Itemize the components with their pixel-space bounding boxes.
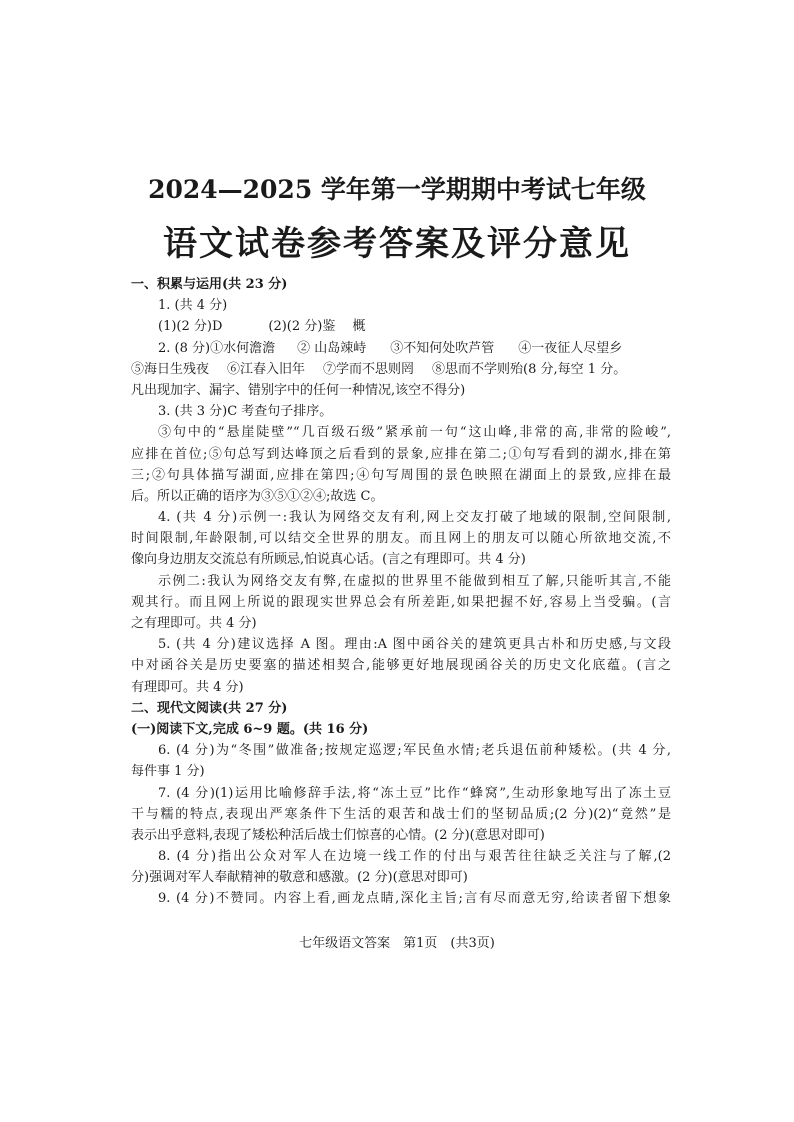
q5-line: 中对函谷关是历史要塞的描述相契合,能够更好地展现函谷关的历史文化底蕴。(言之 <box>131 658 671 674</box>
q3-para-line: ③句中的“悬崖陡壁”“几百级石级”紧承前一句“这山峰,非常的高,非常的险峻”, <box>158 425 671 441</box>
q6-line: 每件事 1 分) <box>131 764 205 780</box>
q4-example-1-line: 4. (共 4 分)示例一:我认为网络交友有利,网上交友打破了地域的限制,空间限制, <box>158 510 671 526</box>
q8-line: 分)强调对军人奉献精神的敬意和感激。(2 分)(意思对即可) <box>131 870 468 886</box>
q2-blank-4: ④一夜征人尽望乡 <box>518 340 623 356</box>
document-title: 语文试卷参考答案及评分意见 <box>163 224 631 264</box>
q7-line: 表示出乎意料,表现了矮松种活后战士们惊喜的心情。(2 分)(意思对即可) <box>131 827 545 843</box>
q8-line: 8. (4 分)指出公众对军人在边境一线工作的付出与艰苦往往缺乏关注与了解,(2 <box>158 849 671 865</box>
q4-example-2-line: 观其行。而且网上所说的跟现实世界总会有所差距,如果把握不好,容易上当受骗。(言 <box>131 594 671 610</box>
section-2-heading: 二、现代文阅读(共 27 分) <box>131 700 288 716</box>
q4-example-2-line: 之有理即可。共 4 分) <box>131 616 257 631</box>
q5-line: 有理即可。共 4 分) <box>131 679 244 695</box>
q2-blank-5: ⑤海日生残夜 <box>131 361 210 377</box>
q1-answer-a: (1)(2 分)D <box>158 319 223 335</box>
q1-answers <box>131 316 671 337</box>
q2-line-3: 凡出现加字、漏字、错别字中的任何一种情况,该空不得分) <box>131 382 466 398</box>
q2-blank-2: ② 山岛竦峙 <box>297 340 367 356</box>
q5-line: 5. (共 4 分)建议选择 A 图。理由:A 图中函谷关的建筑更具古朴和历史感,与文段 <box>158 637 671 653</box>
exam-title: 2024—2025 学年第一学期期中考试七年级 <box>148 175 646 204</box>
q2-blank-8: ⑧思而不学则殆(8 分,每空 1 分。 <box>432 361 627 377</box>
section-1-heading: 一、积累与运用(共 23 分) <box>131 277 288 292</box>
q1-answer-b: (2)(2 分)鉴 概 <box>268 319 366 335</box>
q7-line: 7. (4 分)(1)运用比喻修辞手法,将“冻土豆”比作“蜂窝”,生动形象地写出了冻土豆 <box>158 785 671 801</box>
q6-line: 6. (4 分)为“冬围”做准备;按规定巡逻;军民鱼水情;老兵退伍前种矮松。(共 4 分, <box>158 743 671 759</box>
q3-head: 3. (共 3 分)C 考查句子排序。 <box>158 404 333 420</box>
q7-line: 干与糯的特点,表现出严寒条件下生活的艰苦和战士们的坚韧品质;(2 分)(2)“竟然”是 <box>131 806 671 822</box>
page-footer: 七年级语文答案 第1页 (共3页) <box>299 936 495 951</box>
q2-blank-3: ③不知何处吹芦管 <box>390 340 495 356</box>
q9-line: 9. (4 分)不赞同。内容上看,画龙点睛,深化主旨;言有尽而意无穷,给读者留下想象 <box>158 891 671 907</box>
q3-para-line: 后。所以正确的语序为③⑤①②④;故选 C。 <box>131 488 384 504</box>
q2-blank-7: ⑦学而不思则罔 <box>323 361 415 377</box>
answer-content <box>131 274 671 910</box>
q4-example-1-line: 像向身边朋友交流总有所顾忌,怕说真心话。(言之有理即可。共 4 分) <box>131 552 526 568</box>
q2-lead: 2. (8 分)①水何澹澹 <box>158 340 276 356</box>
section-2-subheading: (一)阅读下文,完成 6~9 题。(共 16 分) <box>131 721 369 737</box>
q4-example-1-line: 时间限制,年龄限制,可以结交全世界的朋友。而且网上的朋友可以随心所欲地交流,不 <box>131 531 671 547</box>
q3-para-line: 应排在首位;⑤句总写到达峰顶之后看到的景象,应排在第二;①句写看到的湖水,排在第 <box>131 446 671 462</box>
q4-example-2-line: 示例二:我认为网络交友有弊,在虚拟的世界里不能做到相互了解,只能听其言,不能 <box>158 573 671 589</box>
q1-head: 1. (共 4 分) <box>158 298 228 314</box>
q2-line-1 <box>131 338 671 359</box>
q3-para-line: 三;②句具体描写湖面,应排在第四;④句写周围的景色映照在湖面上的景致,应排在最 <box>131 467 671 483</box>
q2-line-2 <box>131 359 671 380</box>
q2-blank-6: ⑥江春入旧年 <box>227 361 306 377</box>
